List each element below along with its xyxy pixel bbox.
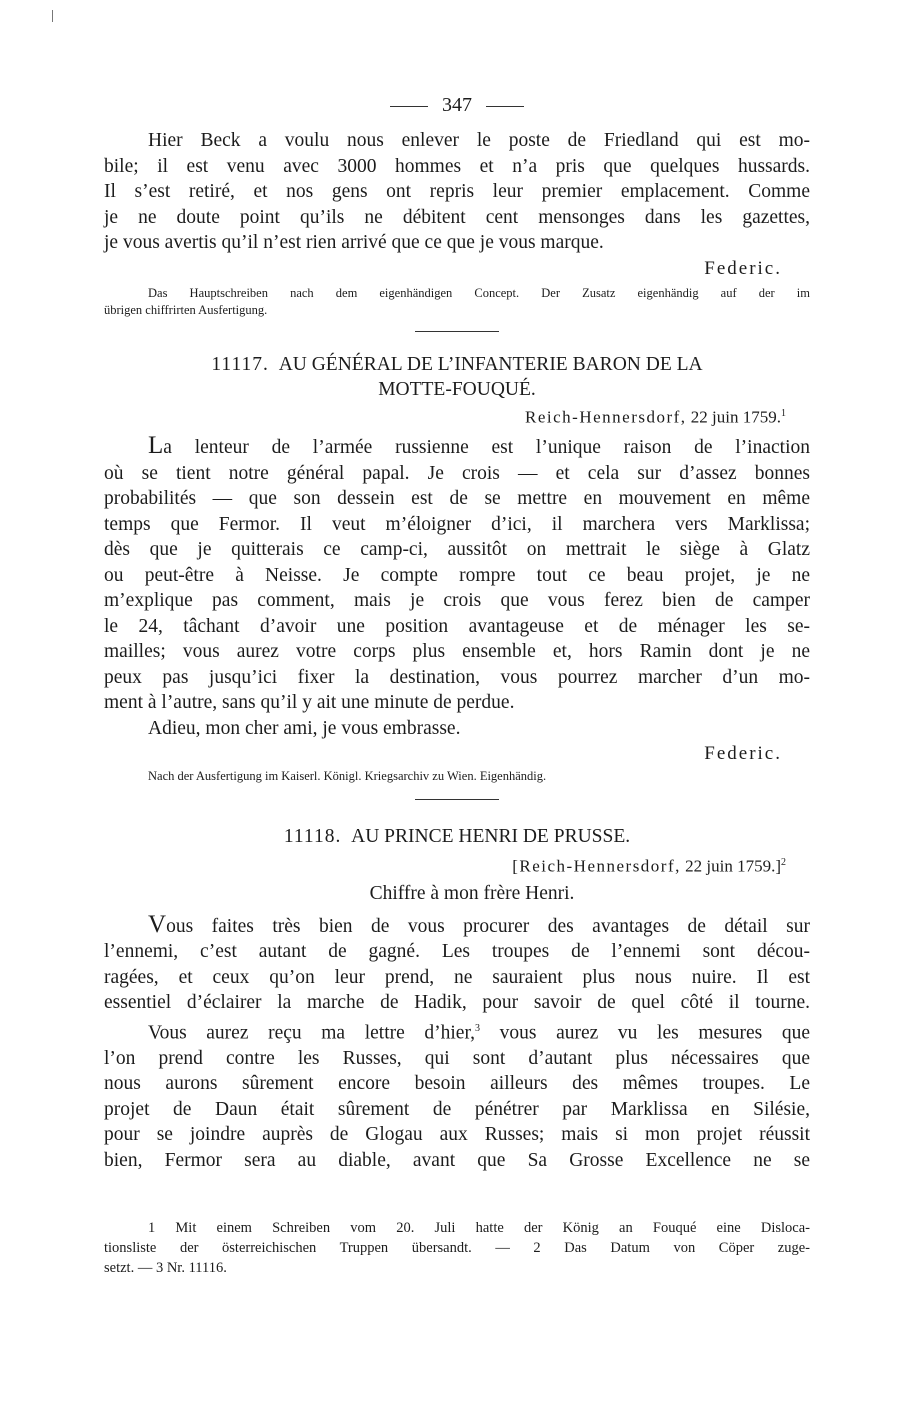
text-line: l’on prend contre les Russes, qui sont d’autant plus nécessaires que	[104, 1047, 810, 1069]
intro-signature: Federic.	[704, 257, 782, 279]
intro-paragraph	[104, 128, 810, 256]
footnote-line: tionsliste der österreichischen Truppen übersandt. — 2 Das Datum von Cöper zuge-	[104, 1240, 810, 1256]
text-line: nous aurons sûrement encore besoin ailleurs des mêmes troupes. Le	[104, 1073, 810, 1095]
text-line: dès que je quitterais ce camp-ci, aussitôt on mettrait le siège à Glatz	[104, 539, 810, 561]
page-number: 347	[442, 94, 472, 116]
note-line: Das Hauptschreiben nach dem eigenhändigen Concept. Der Zusatz eigenhändig auf der im	[148, 285, 810, 300]
letter-number: 11117.	[211, 353, 269, 375]
letter-title-line2: MOTTE-FOUQUÉ.	[378, 378, 536, 400]
letter-place: [Reich-Hennersdorf,	[512, 856, 681, 876]
text-line: a lenteur de l’armée russienne est l’unique raison de l’inaction	[163, 437, 810, 459]
letter-date: 22 juin 1759.]	[685, 856, 781, 876]
letter-heading	[104, 352, 810, 402]
footnote-ref: 2	[781, 857, 786, 869]
closing-line: Adieu, mon cher ami, je vous embrasse.	[148, 717, 461, 739]
text-line: projet de Daun était sûrement de pénétrer par Marklissa en Silésie,	[104, 1098, 810, 1120]
text-line: pour se joindre auprès de Glogau aux Russes; mais si mon projet réussit	[104, 1124, 810, 1146]
header-dash-right	[486, 106, 524, 107]
text-line: peux pas jusqu’ici fixer la destination, vous pourrez marcher d’un mo-	[104, 666, 810, 688]
text-line: Vous aurez reçu ma lettre d’hier,	[148, 1022, 476, 1044]
text-line: je vous avertis qu’il n’est rien arrivé que ce que je vous marque.	[104, 232, 604, 253]
margin-mark	[52, 10, 53, 22]
text-line: où se tient notre général papal. Je crois — et cela sur d’assez bonnes	[104, 462, 810, 484]
letter-title: AU GÉNÉRAL DE L’INFANTERIE BARON DE LA	[278, 353, 703, 375]
text-line: bile; il est venu avec 3000 hommes et n’a pris que quelques hussards.	[104, 155, 810, 177]
text-line: mailles; vous aurez votre corps plus ensemble et, hors Ramin dont je ne	[104, 641, 810, 663]
footnote-ref: 3	[475, 1022, 481, 1034]
text-line: je ne doute point qu’ils ne débitent cent mensonges dans les gazettes,	[104, 206, 810, 228]
letter-dateline	[104, 851, 810, 879]
text-line: bien, Fermor sera au diable, avant que Sa Grosse Excellence ne se	[104, 1149, 810, 1171]
letter-date: 22 juin 1759.	[690, 407, 781, 427]
footnote-line: setzt. — 3 Nr. 11116.	[104, 1260, 227, 1276]
text-line: Hier Beck a voulu nous enlever le poste de Friedland qui est mo-	[148, 130, 810, 151]
letter-dateline	[104, 402, 810, 430]
header-dash-left	[390, 106, 428, 107]
text-line: essentiel d’éclairer la marche de Hadik, pour savoir de quel côté il tourne.	[104, 992, 810, 1014]
letter-source-note: Nach der Ausfertigung im Kaiserl. Königl. Kriegsarchiv zu Wien. Eigenhändig.	[148, 769, 547, 784]
text-line: ous faites très bien de vous procurer des avantages de détail sur	[166, 915, 810, 937]
text-line: ragées, et ceux qu’on leur prend, ne sauraient plus nous nuire. Il est	[104, 966, 810, 988]
note-line: übrigen chiffrirten Ausfertigung.	[104, 302, 268, 317]
text-line: l’ennemi, c’est autant de gagné. Les troupes de l’ennemi sont décou-	[104, 941, 810, 963]
letter-heading	[104, 824, 810, 849]
text-line: m’explique pas comment, mais je crois que vous ferez bien de camper	[104, 590, 810, 612]
text-line: ment à l’autre, sans qu’il y ait une minute de perdue.	[104, 692, 515, 714]
page-header	[104, 90, 810, 120]
letter-signature: Federic.	[704, 743, 782, 765]
intro-source-note	[104, 285, 810, 319]
letter-title: AU PRINCE HENRI DE PRUSSE.	[351, 826, 631, 848]
text-line: le 24, tâchant d’avoir une position avantageuse et de ménager les se-	[104, 615, 810, 637]
text-line: vous aurez vu les mesures que	[480, 1022, 810, 1044]
letter-place: Reich-Hennersdorf,	[525, 407, 687, 427]
text-line: ou peut-être à Neisse. Je compte rompre tout ce beau projet, je ne	[104, 564, 810, 586]
letter-body	[104, 912, 810, 1174]
text-line: probabilités — que son dessein est de se mettre en mouvement en même	[104, 488, 810, 510]
page-content	[104, 90, 810, 1173]
text-line: Il s’est retiré, et nos gens ont repris leur premier emplacement. Comme	[104, 181, 810, 202]
footnote-ref: 1	[781, 407, 786, 419]
text-line: temps que Fermor. Il veut m’éloigner d’ici, il marchera vers Marklissa;	[104, 513, 810, 535]
drop-cap: L	[148, 432, 164, 460]
letter-subheading: Chiffre à mon frère Henri.	[369, 882, 575, 904]
letter-number: 11118.	[283, 826, 342, 848]
footnote-line: 1 Mit einem Schreiben vom 20. Juli hatte der König an Fouqué eine Disloca-	[148, 1220, 810, 1236]
footnotes	[104, 1218, 810, 1278]
drop-cap: V	[148, 910, 167, 938]
letter-body	[104, 433, 810, 741]
